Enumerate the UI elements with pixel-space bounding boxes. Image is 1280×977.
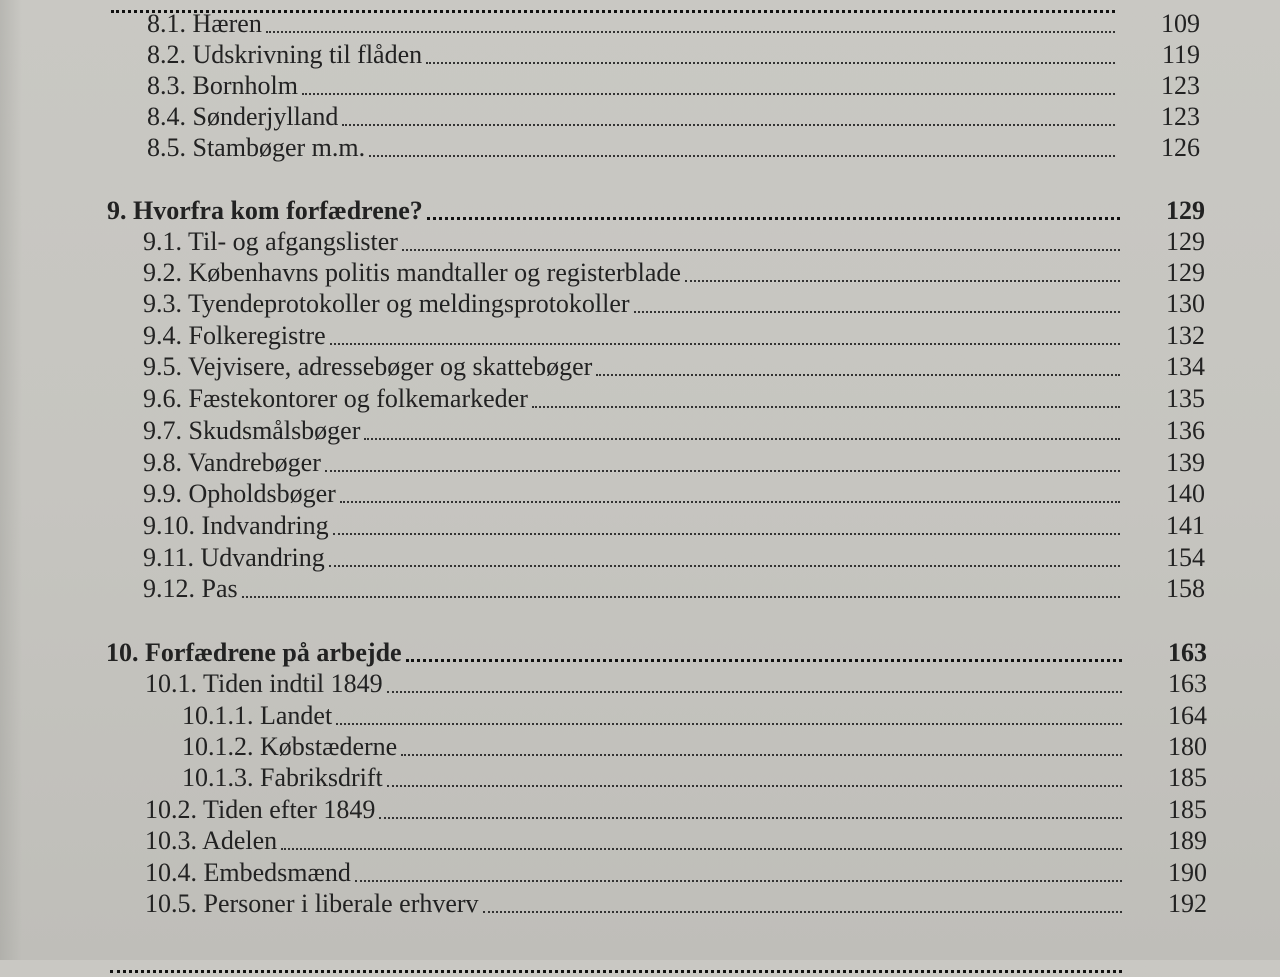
toc-page-number: 135 xyxy=(1166,384,1205,413)
toc-page-number: 189 xyxy=(1168,826,1207,855)
toc-section-entry xyxy=(143,381,1205,412)
toc-section-entry xyxy=(143,445,1205,476)
dot-leader xyxy=(330,343,1120,345)
dot-leader xyxy=(427,217,1120,220)
toc-page-number: 164 xyxy=(1168,701,1207,730)
toc-page-number: 180 xyxy=(1168,732,1207,761)
dot-leader xyxy=(329,565,1120,567)
toc-section-entry xyxy=(143,476,1205,507)
toc-page-number: 129 xyxy=(1166,258,1205,287)
toc-entry-title: 9.10. Indvandring xyxy=(143,511,329,540)
dot-leader xyxy=(596,374,1120,376)
toc-page-number: 163 xyxy=(1168,638,1207,667)
toc-page-number: 192 xyxy=(1168,889,1207,918)
dot-leader xyxy=(333,533,1120,535)
toc-page-number: 154 xyxy=(1166,543,1205,572)
toc-entry-title: 9.1. Til- og afgangslister xyxy=(143,227,398,256)
dot-leader xyxy=(685,280,1120,282)
toc-entry-title: 9.4. Folkeregistre xyxy=(143,321,326,350)
toc-entry-title: 9.9. Opholdsbøger xyxy=(143,479,336,508)
toc-section-entry xyxy=(145,666,1207,697)
toc-section-entry xyxy=(145,792,1207,823)
toc-section-entry xyxy=(143,255,1205,286)
toc-entry-title: 9. Hvorfra kom forfædrene? xyxy=(107,196,423,225)
dot-leader xyxy=(634,311,1120,313)
dot-leader xyxy=(426,62,1115,64)
toc-entry-title: 9.11. Udvandring xyxy=(143,543,325,572)
toc-page-number: 158 xyxy=(1166,574,1205,603)
toc-page-number: 134 xyxy=(1166,352,1205,381)
toc-entry-title: 9.7. Skudsmålsbøger xyxy=(143,416,361,445)
dot-leader xyxy=(355,880,1122,882)
toc-page-number: 185 xyxy=(1168,795,1207,824)
dot-leader xyxy=(402,249,1120,251)
toc-entry-title: 10.3. Adelen xyxy=(145,826,278,855)
toc-section-entry xyxy=(145,886,1207,917)
toc-entry-title: 8.5. Stambøger m.m. xyxy=(147,133,366,162)
dot-leader xyxy=(302,93,1115,95)
toc-chapter-entry xyxy=(106,635,1207,666)
toc-page-number: 141 xyxy=(1166,511,1205,540)
dot-leader xyxy=(266,31,1115,33)
toc-entry-title: 10.1. Tiden indtil 1849 xyxy=(145,669,383,698)
dot-leader xyxy=(406,659,1122,662)
toc-entry-title: 9.6. Fæstekontorer og folkemarkeder xyxy=(143,384,528,413)
toc-section-entry xyxy=(143,349,1205,380)
toc-entry-title: 9.2. Københavns politis mandtaller og registerblade xyxy=(143,258,681,287)
dot-leader xyxy=(364,438,1120,440)
toc-section-entry xyxy=(147,37,1200,68)
dot-leader xyxy=(242,596,1120,598)
toc-entry-title: 10.4. Embedsmænd xyxy=(145,858,351,887)
toc-page-number: 132 xyxy=(1166,321,1205,350)
dot-leader xyxy=(369,155,1115,157)
toc-section-entry xyxy=(143,413,1205,444)
toc-section-entry xyxy=(145,823,1207,854)
dot-leader xyxy=(325,470,1120,472)
toc-section-entry xyxy=(147,99,1200,130)
toc-section-entry xyxy=(143,318,1205,349)
toc-entry-title: 9.12. Pas xyxy=(143,574,238,603)
dot-leader xyxy=(532,406,1120,408)
toc-section-entry xyxy=(147,130,1200,161)
toc-entry-title: 10. Forfædrene på arbejde xyxy=(106,638,402,667)
toc-page-number: 129 xyxy=(1166,196,1205,225)
toc-subsubsection-entry xyxy=(182,729,1207,760)
dot-leader xyxy=(281,848,1122,850)
toc-page-number: 123 xyxy=(1161,102,1200,131)
dot-leader xyxy=(110,970,1122,973)
toc-page-number: 119 xyxy=(1161,40,1200,69)
toc-section-entry xyxy=(147,68,1200,99)
toc-page-number: 163 xyxy=(1168,669,1207,698)
toc-section-entry xyxy=(143,508,1205,539)
page-edge-shadow xyxy=(0,0,22,960)
toc-entry-title: 9.8. Vandrebøger xyxy=(143,448,321,477)
toc-section-entry xyxy=(147,6,1200,37)
toc-entry-title: 10.2. Tiden efter 1849 xyxy=(145,795,376,824)
dot-leader xyxy=(340,501,1120,503)
toc-entry-title: 10.1.2. Købstæderne xyxy=(182,732,398,761)
dot-leader xyxy=(387,785,1122,787)
toc-entry-title: 10.5. Personer i liberale erhverv xyxy=(145,889,479,918)
toc-page-number: 126 xyxy=(1161,133,1200,162)
toc-section-entry xyxy=(143,224,1205,255)
toc-subsubsection-entry xyxy=(182,760,1207,791)
toc-page-number: 109 xyxy=(1161,9,1200,38)
toc-entry-title: 10.1.3. Fabriksdrift xyxy=(182,763,383,792)
toc-entry-title: 9.5. Vejvisere, adressebøger og skattebøger xyxy=(143,352,593,381)
dot-leader xyxy=(342,124,1115,126)
toc-entry-title: 8.2. Udskrivning til flåden xyxy=(147,40,423,69)
toc-section-entry xyxy=(143,286,1205,317)
toc-page-number: 129 xyxy=(1166,227,1205,256)
toc-entry-title: 9.3. Tyendeprotokoller og meldingsprotokoller xyxy=(143,289,630,318)
toc-chapter-entry xyxy=(106,946,1207,977)
toc-chapter-entry xyxy=(107,193,1205,224)
dot-leader xyxy=(401,754,1122,756)
toc-page-number: 185 xyxy=(1168,763,1207,792)
dot-leader xyxy=(379,817,1122,819)
dot-leader xyxy=(387,691,1122,693)
toc-entry-title: 10.1.1. Landet xyxy=(182,701,333,730)
dot-leader xyxy=(483,911,1122,913)
toc-subsubsection-entry xyxy=(182,698,1207,729)
dot-leader xyxy=(336,723,1122,725)
toc-page-number: 130 xyxy=(1166,289,1205,318)
toc-page-number: 136 xyxy=(1166,416,1205,445)
toc-entry-title: 8.4. Sønderjylland xyxy=(147,102,339,131)
toc-page-number: 123 xyxy=(1161,71,1200,100)
toc-section-entry xyxy=(143,540,1205,571)
toc-page-number: 139 xyxy=(1166,448,1205,477)
toc-section-entry xyxy=(143,571,1205,602)
toc-entry-title: 8.3. Bornholm xyxy=(147,71,298,100)
toc-section-entry xyxy=(145,855,1207,886)
toc-entry-title: 8.1. Hæren xyxy=(147,9,262,38)
toc-page-number: 190 xyxy=(1168,858,1207,887)
toc-page-number: 140 xyxy=(1166,479,1205,508)
